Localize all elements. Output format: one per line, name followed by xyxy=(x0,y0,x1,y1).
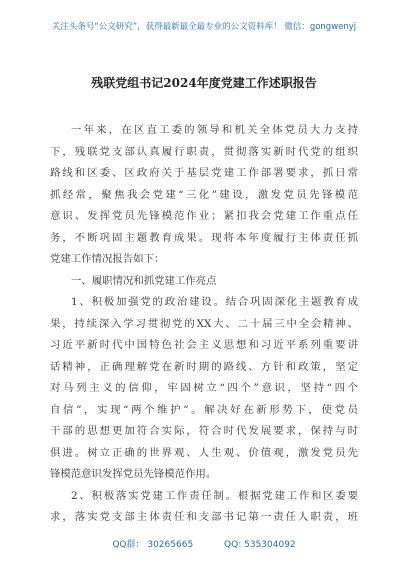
body-line: 锋模范意识发挥党员先锋模范作用。 xyxy=(50,468,217,480)
body-line: 一年来，在区直工委的领导和机关全体党员大力支持 xyxy=(71,124,358,136)
body-line: 下，残联党支部认真履行职责，贯彻落实新时代党的组织 xyxy=(50,145,358,158)
body-line: 抓经常，聚焦我会党建“三化”建设，激发党员先锋模范 xyxy=(50,188,358,201)
body-line: 2、积极落实党建工作责任制。根据党建工作和区委要 xyxy=(71,489,358,502)
document-body xyxy=(50,120,358,529)
footer-qq: QQ: 535304092 xyxy=(224,540,296,550)
footer-qq-group: QQ群： 30265665 xyxy=(112,540,194,550)
body-line: 果，持续深入学习贯彻党的XX大、二十届三中全会精神、 xyxy=(50,317,358,330)
body-line: 话精神，正确理解党在新时期的路线、方针和政策，坚定 xyxy=(50,360,358,373)
body-line: 路线和区委、区政府关于基层党建工作部署要求，抓日常 xyxy=(50,167,358,179)
body-line: 党建工作情况报告如下： xyxy=(50,253,165,265)
footer-contact xyxy=(0,537,408,550)
body-line: 俱进。树立正确的世界观、人生观、价值观，激发党员先 xyxy=(50,446,358,459)
body-line: 自信”，实现“两个维护”。解决好在新形势下，使党员 xyxy=(50,403,358,416)
body-line: 习近平新时代中国特色社会主义思想和习近平系列重要讲 xyxy=(50,339,358,351)
body-line: 务，不断巩固主题教育成果。现将本年度履行主体责任抓 xyxy=(50,231,358,244)
body-line: 干部的思想更加符合实际，符合时代发展要求，保持与时 xyxy=(50,425,358,437)
body-line: 对马列主义的信仰，牢固树立“四个”意识，坚持“四个 xyxy=(50,382,358,394)
header-banner: 关注头条号“公文研究”，获得最新最全最专业的公文资料库！ 微信：gongwenyj xyxy=(51,22,357,32)
section-heading: 一、履职情况和抓党建工作亮点 xyxy=(71,274,217,287)
body-line: 求，落实党支部主体责任和支部书记第一责任人职责，班 xyxy=(50,511,358,523)
document-title: 残联党组书记2024年度党建工作述职报告 xyxy=(91,76,317,90)
body-line: 1、积极加强党的政治建设。结合巩固深化主题教育成 xyxy=(71,296,358,308)
body-line: 意识、发挥党员先锋模范作业；紧扣我会党建工作重点任 xyxy=(50,210,358,222)
